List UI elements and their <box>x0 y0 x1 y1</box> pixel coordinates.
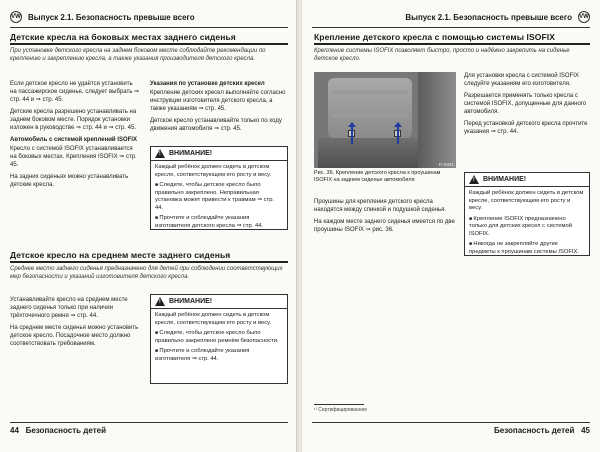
footnote-rule <box>314 404 364 405</box>
warning-lead: Каждый ребёнок должен сидеть в детском кресле, соответствующем его росту и весу. <box>469 190 584 211</box>
footer-rule <box>10 422 288 423</box>
left-column-2 <box>150 80 288 137</box>
left-column-1 <box>10 80 140 193</box>
subheading-installation: Указания по установке детских кресел <box>150 81 265 87</box>
warning-item: ■ Следите, чтобы детское кресло было правильно закреплено. Неправильная установка может привести к травмам ⇒ стр. 44. <box>155 182 283 212</box>
right-page <box>302 0 600 452</box>
title-rule <box>10 43 288 45</box>
paragraph: Разрешается применять только кресла с системой ISOFIX, допущенные для данного автомобиля. <box>464 93 587 115</box>
warning-lead: Каждый ребёнок должен сидеть в детском кресле, соответствующем его росту и весу. <box>155 312 272 326</box>
warning-item: ■ Прочтите и соблюдайте указания изготовителя детского кресла ⇒ стр. 44. <box>155 215 283 230</box>
right-column-2 <box>464 72 590 140</box>
right-footer <box>494 426 590 435</box>
paragraph: Устанавливайте кресло на среднем месте заднего сиденья только при наличии трёхточечного ремня ⇒ стр. 44. <box>10 297 128 319</box>
right-column-1 <box>314 198 456 238</box>
seat-stripe <box>332 102 408 106</box>
footer-title: Безопасность детей <box>25 426 106 435</box>
warning-item: ■ Никогда не закрепляйте другие предметы к проушинам системы ISOFIX. <box>469 241 585 256</box>
arrow-up-icon <box>397 126 399 144</box>
paragraph: На задних сиденьях можно устанавливать детские кресла. <box>10 174 129 188</box>
figure-caption: Рис. 36. Крепление детского кресла к проушинам ISOFIX на заднем сиденье автомобиля <box>314 170 441 183</box>
figure-code: Fi-0341 <box>438 162 454 167</box>
warning-triangle-icon: ! <box>155 149 165 158</box>
paragraph: Перед установкой детского кресла прочтите указания ⇒ стр. 44. <box>464 121 588 135</box>
header-rule <box>10 27 288 28</box>
warning-item: ■ Следите, чтобы детское кресло было правильно закреплено ремнём безопасности. <box>155 330 283 345</box>
page-number: 44 <box>10 426 19 435</box>
paragraph: Для установки кресла с системой ISOFIX следуйте указаниям его изготовителя. <box>464 73 579 87</box>
seat-stripe <box>332 90 408 94</box>
warning-body <box>151 309 287 369</box>
arrow-up-icon <box>351 126 353 144</box>
left-column-3 <box>10 296 140 352</box>
title-rule <box>10 261 288 263</box>
vw-logo-icon: VW <box>578 11 590 23</box>
warning-label: ВНИМАНИЕ! <box>169 149 213 157</box>
warning-body <box>465 187 589 262</box>
warning-triangle-icon: ! <box>469 175 479 184</box>
left-header-title: Выпуск 2.1. Безопасность превыше всего <box>28 12 195 22</box>
footer-title: Безопасность детей <box>494 426 575 435</box>
left-footer <box>10 426 106 435</box>
footer-rule <box>312 422 590 423</box>
right-header <box>405 10 590 24</box>
warning-item: ■ Крепление ISOFIX предназначено только для детских кресел с системой ISOFIX. <box>469 216 585 239</box>
left-header <box>10 10 195 24</box>
warning-label: ВНИМАНИЕ! <box>169 297 213 305</box>
right-header-title: Выпуск 2.1. Безопасность превыше всего <box>405 12 572 22</box>
car-door-panel <box>418 72 456 168</box>
paragraph: Если детское кресло не удаётся установить на пассажирское сиденье, следует выбрать ⇒ стр. 44 и ⇒ стр. 45. <box>10 81 140 103</box>
section-title-side-seats: Детские кресла на боковых местах заднего сиденья <box>10 32 236 42</box>
paragraph: Проушины для крепления детского кресла находятся между спинкой и подушкой сиденья. <box>314 199 447 213</box>
section-intro: При установке детского кресла на заднем боковом месте соблюдайте рекомендации по креплению и закреплению кресла, а также указания производителя детского кресла. <box>10 48 266 62</box>
seat-stripe <box>332 114 408 118</box>
warning-box <box>150 294 288 384</box>
paragraph: Детские кресла разрешено устанавливать на заднем боковом месте. Порядок установки изложен в руководстве ⇒ стр. 44 и ⇒ стр. 45. <box>10 109 137 131</box>
warning-header <box>151 295 287 309</box>
warning-header <box>151 147 287 161</box>
header-rule <box>312 27 590 28</box>
isofix-figure <box>314 72 456 168</box>
warning-triangle-icon: ! <box>155 297 165 306</box>
left-page <box>0 0 298 452</box>
subheading-isofix: Автомобиль с системой креплений ISOFIX <box>10 137 137 143</box>
warning-box <box>150 146 288 230</box>
paragraph: Детское кресло устанавливайте только по ходу движения автомобиля ⇒ стр. 45. <box>150 118 282 132</box>
section-intro: Среднее место заднего сиденья предназначено для детей при соблюдении соответствующих мер безопасности и указаний изготовителя детского кресла. <box>10 266 283 280</box>
footnote: ¹⁾ Сертифицированное <box>314 407 368 413</box>
vw-logo-icon: VW <box>10 11 22 23</box>
page-number: 45 <box>581 426 590 435</box>
section-title-middle-seat: Детское кресло на среднем месте заднего сиденья <box>10 250 231 260</box>
warning-body <box>151 161 287 236</box>
section-title-isofix: Крепление детского кресла с помощью системы ISOFIX <box>314 32 556 42</box>
warning-box <box>464 172 590 256</box>
warning-header <box>465 173 589 187</box>
seat-back <box>328 78 412 138</box>
paragraph: Крепление детских кресел выполняйте согласно инструкции изготовителя детского кресла, а также указаниям ⇒ стр. 45. <box>150 90 286 112</box>
warning-lead: Каждый ребёнок должен сидеть в детском кресле, соответствующем его росту и весу. <box>155 164 272 178</box>
warning-label: ВНИМАНИЕ! <box>483 175 527 183</box>
paragraph: На среднем месте сиденья можно установить детское кресло. Посадочное место должно соответствовать требованиям. <box>10 325 139 347</box>
paragraph: Кресло с системой ISOFIX устанавливается на боковых местах. Крепления ISOFIX ⇒ стр. 45. <box>10 146 137 168</box>
title-rule <box>314 43 590 45</box>
section-intro: Крепление системы ISOFIX позволяет быстро, просто и надёжно закрепить на сиденье детское кресло. <box>314 48 570 62</box>
warning-item: ■ Прочтите и соблюдайте указания изготовителя ⇒ стр. 44. <box>155 348 283 363</box>
paragraph: На каждом месте заднего сиденья имеется по две проушины ISOFIX ⇒ рис. 36. <box>314 219 455 233</box>
